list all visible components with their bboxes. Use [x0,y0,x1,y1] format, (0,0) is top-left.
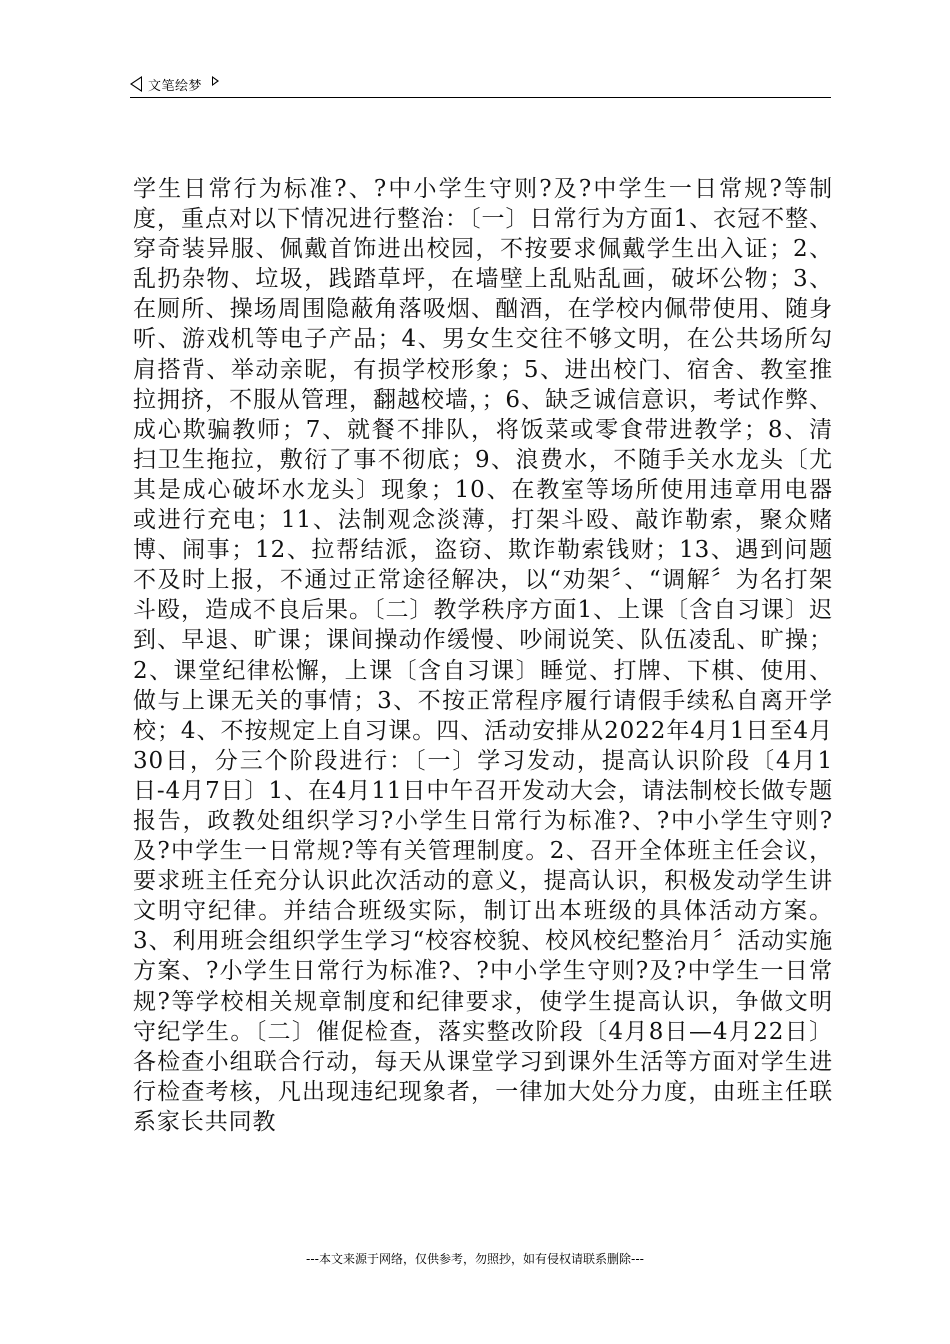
header-divider [130,97,831,98]
brand-label: 文笔绘梦 [148,78,203,94]
forward-triangle-icon [212,76,219,86]
back-triangle-icon [130,76,142,92]
body-paragraph: 学生日常行为标准?、?中小学生守则?及?中学生一日常规?等制度，重点对以下情况进行整治：〔一〕日常行为方面1、衣冠不整、穿奇装异服、佩戴首饰进出校园，不按要求佩戴学生出入证；2、乱扔杂物、垃圾，践踏草坪，在墙壁上乱贴乱画，破坏公物；3、在厕所、操场周围隐蔽角落吸烟、酗酒，在学校内佩带使用、随身听、游戏机等电子产品；4、男女生交往不够文明，在公共场所勾肩搭背、举动亲昵，有损学校形象；5、进出校门、宿舍、教室推拉拥挤，不服从管理，翻越校墙，；6、缺乏诚信意识，考试作弊、成心欺骗教师；7、就餐不排队，将饭菜或零食带进教学；8、清扫卫生拖拉，敷衍了事不彻底；9、浪费水，不随手关水龙头〔尤其是成心破坏水龙头〕现象；10、在教室等场所使用违章用电器或进行充电；11、法制观念淡薄，打架斗殴、敲诈勒索，聚众赌博、闹事；12、拉帮结派，盗窃、欺诈勒索钱财；13、遇到问题不及时上报，不通过正常途径解决，以“劝架〞、“调解〞为名打架斗殴，造成不良后果。〔二〕教学秩序方面1、上课〔含自习课〕迟到、早退、旷课；课间操动作缓慢、吵闹说笑、队伍凌乱、旷操；2、课堂纪律松懈，上课〔含自习课〕睡觉、打牌、下棋、使用、做与上课无关的事情；3、不按正常程序履行请假手续私自离开学校；4、不按规定上自习课。四、活动安排从2022年4月1日至4月30日，分三个阶段进行：〔一〕学习发动，提高认识阶段〔4月1日-4月7日〕1、在4月11日中午召开发动大会，请法制校长做专题报告，政教处组织学习?小学生日常行为标准?、?中小学生守则?及?中学生一日常规?等有关管理制度。2、召开全体班主任会议，要求班主任充分认识此次活动的意义，提高认识，积极发动学生讲文明守纪律。并结合班级实际，制订出本班级的具体活动方案。3、利用班会组织学生学习“校容校貌、校风校纪整治月〞活动实施方案、?小学生日常行为标准?、?中小学生守则?及?中学生一日常规?等学校相关规章制度和纪律要求，使学生提高认识，争做文明守纪学生。〔二〕催促检查，落实整改阶段〔4月8日—4月22日〕各检查小组联合行动，每天从课堂学习到课外生活等方面对学生进行检查考核，凡出现违纪现象者，一律加大处分力度，由班主任联系家长共同教 [133,176,833,1135]
page-header [130,72,219,96]
footer-disclaimer: ---本文来源于网络，仅供参考，勿照抄，如有侵权请联系删除--- [306,1252,644,1266]
